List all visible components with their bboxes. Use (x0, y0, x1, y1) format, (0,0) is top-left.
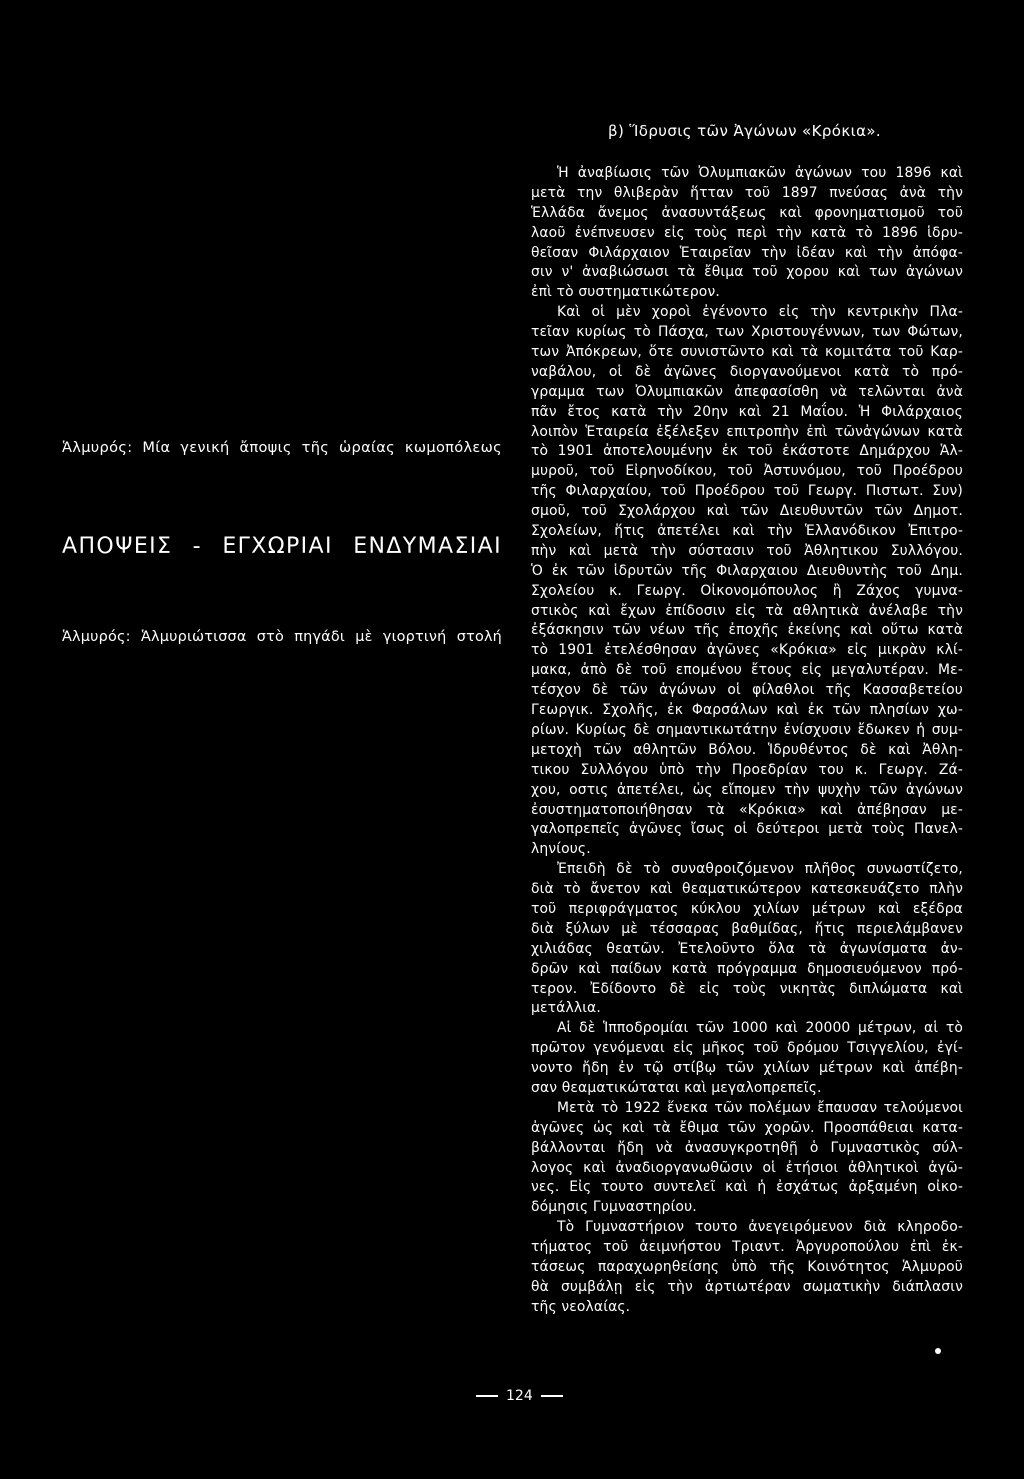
body-line: τῆς νεολαίας. (531, 1298, 631, 1315)
body-line: τὸ 1901 ἀποτελουμένην ἐκ τοῦ ἑκάστοτε Δημάρχου Ἁλ- (531, 443, 963, 460)
body-line: τάσεως παραχωρηθείσης ὑπὸ τῆς Κοινότητος Ἁλμυροῦ (531, 1258, 963, 1275)
body-line: διὰ ξύλων μὲ τέσσαρας βαθμίδας, ἥτις περιελάμβανεν (531, 920, 963, 937)
body-line: Γεωργικ. Σχολῆς, ἐκ Φαρσάλων καὶ ἐκ τῶν πλησίων χω- (531, 702, 963, 719)
body-line: ἐξάσκησιν τῶν νέων τῆς ἐποχῆς ἐκείνης καὶ οὕτω κατὰ (531, 622, 963, 639)
body-line: σιν ν' ἀναβιώσωσι τὰ ἔθιμα τοῦ χορου καὶ των ἀγώνων (531, 264, 963, 281)
body-line: Τὸ Γυμναστήριον τουτο ἀνεγειρόμενον διὰ κληροδο- (557, 1219, 963, 1236)
article-body (531, 164, 963, 1318)
body-line: Σχολείου κ. Γεωργ. Οἰκονομόπουλος ἢ Ζάχος γυμνα- (531, 582, 963, 599)
body-line: ναβάλου, οἱ δὲ ἀγῶνες διοργανούμενοι κατὰ τὸ πρό- (531, 363, 963, 380)
body-line: μετάλλια. (531, 1000, 601, 1017)
body-line: Σχολείων, ἥτις ἀπετέλει καὶ τὴν Ἑλλανόδικον Ἐπιτρο- (531, 523, 963, 540)
body-line: θεῖσαν Φιλάρχαιον Ἑταιρεῖαν τὴν ἰδέαν καὶ τὴν ἀπόφα- (531, 244, 963, 261)
body-line: Ἐπειδὴ δὲ τὸ συναθροιζόμενον πλῆθος συνωστίζετο, (557, 861, 963, 878)
body-line: ληνίους. (531, 841, 591, 858)
body-line: ἀγῶνες ὡς καὶ τὰ ἔθιμα τῶν χορῶν. Προσπάθειαι κατα- (531, 1119, 963, 1136)
dash-left (476, 1395, 498, 1397)
dash-right (541, 1395, 563, 1397)
body-line: γαλοπρεπεῖς ἀγῶνες ἴσως οἱ δεύτεροι μετὰ τοὺς Πανελ- (531, 821, 963, 838)
page-number-text: 124 (506, 1388, 533, 1404)
page-title: ΑΠΟΨΕΙΣ - ΕΓΧΩΡΙΑΙ ΕΝΔΥΜΑΣΙΑΙ (62, 534, 502, 559)
body-line: δρῶν καὶ παίδων κατὰ πρόγραμμα δημοσιευόμενον πρό- (531, 960, 963, 977)
body-line: δόμησις Γυμναστηρίου. (531, 1199, 697, 1216)
body-line: τικου Συλλόγου ὑπὸ τὴν Προεδρίαν του κ. Γεωργ. Ζά- (531, 761, 963, 778)
body-line: νες. Εἰς τουτο συντελεῖ καὶ ἡ ἐσχάτως ἀρξαμένη οἰκο- (531, 1179, 963, 1196)
body-line: λαοῦ ἐνέπνευσεν εἰς τοὺς περὶ τὴν κατὰ τὸ 1896 ἱδρυ- (531, 224, 963, 241)
body-line: τοῦ περιφράγματος κύκλου χιλίων μέτρων καὶ εξέδρα (531, 900, 963, 917)
body-line: μετὰ την θλιβερὰν ἥτταν τοῦ 1897 πνεύσας ἀνὰ τὴν (531, 184, 963, 201)
body-line: σαν θεαματικώταται καὶ μεγαλοπρεπεῖς. (531, 1079, 822, 1096)
body-line: σμοῦ, τοῦ Σχολάρχου καὶ τῶν Διευθυντῶν τῶν Δημοτ. (531, 503, 963, 520)
body-line: μυροῦ, τοῦ Εἰρηνοδίκου, τοῦ Ἀστυνόμου, τοῦ Προέδρου (531, 463, 963, 480)
body-line: θὰ συμβάλῃ εἰς τὴν ἀρτιωτέραν σωματικὴν διάπλασιν (531, 1278, 963, 1295)
body-line: τῆς Φιλαρχαίου, τοῦ Προέδρου τοῦ Γεωργ. Πιστωτ. Συν) (531, 483, 963, 500)
body-line: στικὸς καὶ ἔχων ἐπίδοσιν εἰς τὰ αθλητικὰ ἀνέλαβε τὴν (531, 602, 963, 619)
body-line: ἐπὶ τὸ συστηματικώτερον. (531, 284, 720, 301)
body-line: πὴν καὶ μετὰ τὴν σύστασιν τοῦ Ἀθλητικου Συλλόγου. (531, 542, 963, 559)
body-line: Καὶ οἱ μὲν χοροὶ ἐγένοντο εἰς τὴν κεντρικὴν Πλα- (557, 304, 963, 321)
body-line: χου, οστις ἀπετέλει, ὡς εἴπομεν τὴν ψυχὴν τῶν ἀγώνων (531, 781, 963, 798)
body-line: τήματος τοῦ ἀειμνήστου Τριαντ. Ἀργυροπούλου ἐπὶ ἐκ- (531, 1239, 963, 1256)
section-heading: β) Ἵδρυσις τῶν Ἀγώνων «Κρόκια». (608, 122, 882, 140)
body-line: χιλιάδας θεατῶν. Ἐτελοῦντο ὅλα τὰ ἀγωνίσματα ἀν- (531, 940, 963, 957)
body-line: τὸ 1901 ἐτελέσθησαν ἀγῶνες «Κρόκια» εἰς μικρὰν κλί- (531, 642, 963, 659)
body-line: ρίων. Κυρίως δὲ σημαντικωτάτην ἐνίσχυσιν ἔδωκεν ἡ συμ- (531, 721, 963, 738)
body-line: Ἑλλάδα ἄνεμος ἀνασυντάξεως καὶ φρονηματισμοῦ τοῦ (531, 204, 963, 221)
body-line: τέσχον δὲ τῶν ἀγώνων οἱ φίλαθλοι τῆς Κασσαβετείου (531, 682, 963, 699)
photo-caption-bottom: Ἁλμυρός: Ἁλμυριώτισσα στὸ πηγάδι μὲ γιορτινή στολή (62, 629, 502, 645)
body-line: λογος καὶ ἀναδιοργανωθῶσιν οἱ ἐτήσιοι ἀθλητικοὶ ἀγῶ- (531, 1159, 963, 1176)
body-line: Ἡ ἀναβίωσις τῶν Ὀλυμπιακῶν ἀγώνων του 1896 καὶ (557, 165, 963, 181)
body-line: Μετὰ τὸ 1922 ἕνεκα τῶν πολέμων ἔπαυσαν τελούμενοι (557, 1099, 963, 1116)
body-line: γραμμα των Ὀλυμπιακῶν ἀπεφασίσθη νὰ τελῶνται ἀνὰ (531, 383, 963, 400)
body-line: μακα, ἀπὸ δὲ τοῦ επομένου ἔτους εἰς μεγαλυτέραν. Με- (531, 662, 963, 679)
body-line: βάλλονται ἤδη νὰ ἀνασυγκροτηθῇ ὁ Γυμναστικὸς σύλ- (531, 1139, 963, 1156)
body-line: Ὁ ἐκ τῶν ἱδρυτῶν τῆς Φιλαρχαιου Διευθυντὴς τοῦ Δημ. (531, 562, 963, 579)
body-line: τερον. Ἐδίδοντο δὲ εἰς τοὺς νικητὰς διπλώματα καὶ (531, 980, 963, 997)
body-line: πᾶν ἔτος κατὰ τὴν 20ην καὶ 21 Μαΐου. Ἡ Φιλάρχαιος (531, 403, 963, 420)
photo-caption-top: Ἁλμυρός: Μία γενική ἄποψις τῆς ὡραίας κωμοπόλεως (62, 439, 502, 456)
mark-dot (935, 1348, 941, 1354)
body-line: μετοχὴ τῶν αθλητῶν Βόλου. Ἱδρυθέντος δὲ καὶ Ἀθλη- (531, 741, 963, 758)
body-line: διὰ τὸ ἄνετον καὶ θεαματικώτερον κατεσκευάζετο πλὴν (531, 881, 963, 898)
body-line: Αἱ δὲ Ἱπποδρομίαι τῶν 1000 καὶ 20000 μέτρων, αἱ τὸ (557, 1020, 963, 1037)
body-line: πρῶτον γενόμεναι εἰς μῆκος τοῦ δρόμου Τσιγγελίου, ἐγί- (531, 1040, 963, 1057)
body-line: των Ἀπόκρεων, ὅτε συνιστῶντο καὶ τὰ κομιτάτα τοῦ Καρ- (531, 344, 963, 361)
page-number (476, 1388, 563, 1404)
body-line: λοιπὸν Ἑταιρεία ἐξέλεξεν επιτροπὴν ἐπὶ τῶνἀγώνων κατὰ (531, 423, 963, 440)
body-line: νοντο ἤδη ἐν τῷ στίβῳ τῶν χιλίων μέτρων καὶ ἀπέβη- (531, 1060, 963, 1077)
body-line: ἐσυστηματοποιήθησαν τὰ «Κρόκια» καὶ ἀπέβησαν με- (531, 801, 963, 818)
body-line: τεῖαν κυρίως τὸ Πάσχα, των Χριστουγέννων, των Φώτων, (531, 324, 963, 341)
